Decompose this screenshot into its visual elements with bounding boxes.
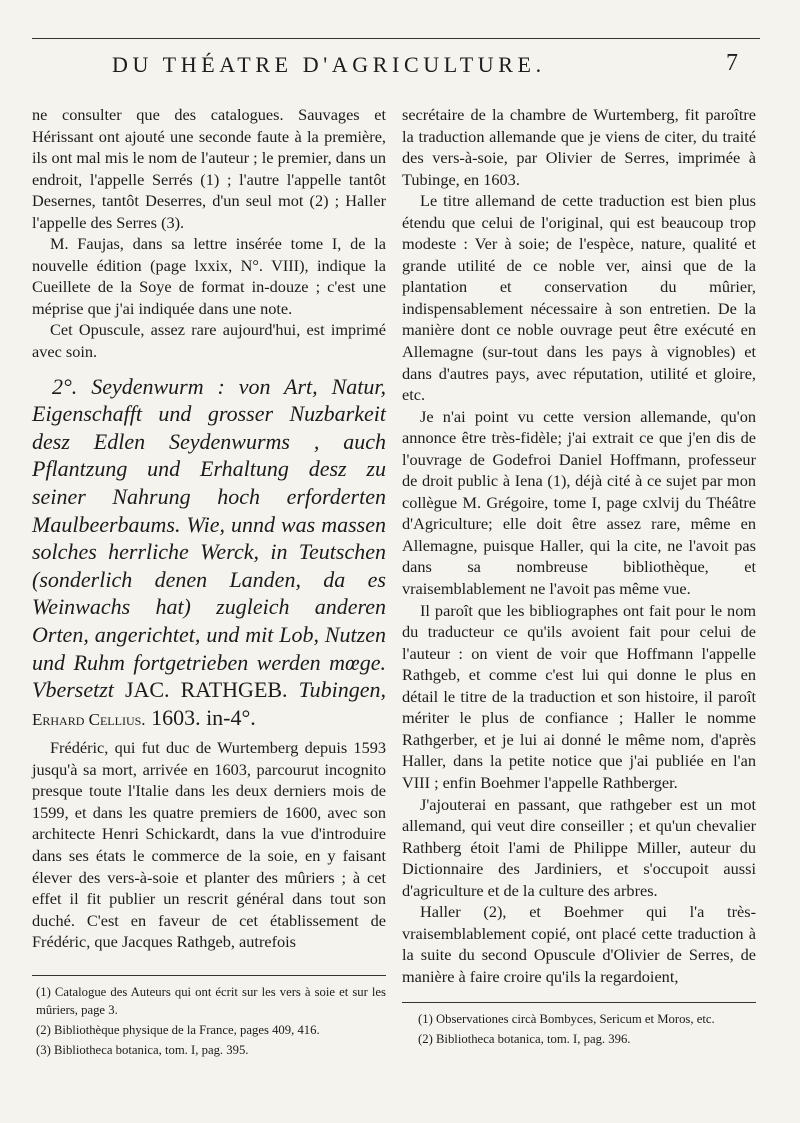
entry-year: 1603. (151, 704, 201, 730)
right-paragraph-4: Il paroît que les bibliographes ont fait pour le nom du traducteur ce qu'ils avoient fait pour celui de l'auteur : on vient de voir que Hoffmann l'appelle Rathgeb, et comme c'est lui qui donne le plus en détail le titre de la traduction et son histoire, il paroît mériter le plus de confiance ; Haller le nomme Rathgerber, et je lui ai donné le même nom, d'après Haller, dans la petite notice que j'ai publiée en l'an VIII ; enfin Boehmer l'appelle Rathberger. (402, 600, 756, 792)
footnote-right-2: (2) Bibliotheca botanica, tom. I, pag. 396. (418, 1032, 631, 1046)
right-paragraph-3: Je n'ai point vu cette version allemande, qu'on annonce être très-fidèle; j'ai extrait ce que j'en dis de l'ouvrage de Godefroi Daniel Hoffmann, professeur de droit public à Iena (1), déjà cité à ce sujet par mon collègue M. Grégoire, tome I, page cxlvij du Théâtre d'Agriculture; elle doit être assez rare, même en Allemagne, puisque Haller, qui la cite, ne l'avoit pas dans sa nombreuse bibliothèque, et vraisemblablement ne l'avoit pas même vue. (402, 406, 756, 599)
right-paragraph-6: Haller (2), et Boehmer qui l'a très-vraisemblablement copié, ont placé cette traduction à la suite du second Opuscule d'Olivier de Serres, de manière à faire croire qu'ils la regardoient, (402, 902, 756, 986)
footnotes-right (418, 1010, 756, 1050)
bibliographic-entry (32, 373, 386, 734)
entry-format: in-4°. (206, 704, 256, 730)
footnote-left-2: (2) Bibliothèque physique de la France, pages 409, 416. (36, 1023, 320, 1037)
right-paragraph-2: Le titre allemand de cette traduction est bien plus étendu que celui de l'original, qui est beaucoup trop modeste : Ver à soie; de l'espèce, nature, qualité et grande utilité de ce noble ver, ainsi que de la plantation et conservation du mûrier, indispensablement nécessaire à son entretien. De la manière dont ce noble ouvrage peut être exécuté en Allemagne (sur-tout dans les pays à vignobles) et dans d'autres pays, avec réputation, utilité et gloire, etc. (402, 191, 756, 405)
footnote-left-3: (3) Bibliotheca botanica, tom. I, pag. 395. (36, 1043, 249, 1057)
left-paragraph-4: Frédéric, qui fut duc de Wurtemberg depuis 1593 jusqu'à sa mort, arrivée en 1603, parcourut incognito presque toute l'Italie dans les deux derniers mois de 1599, et dans les quatre premiers de 1600, avec son architecte Henri Schickardt, dans la vue d'introduire dans ses états le commerce de la soie, en y faisant élever des vers-à-soie et planter des mûriers ; à cet effet il fit publier un rescrit général dans tout son duché. C'est en faveur de cet établissement de Frédéric, que Jacques Rathgeb, autrefois (32, 738, 386, 952)
left-paragraph-3: Cet Opuscule, assez rare aujourd'hui, est imprimé avec soin. (32, 320, 386, 362)
footnote-rule-left (32, 975, 386, 976)
entry-place: Tubingen, (298, 677, 387, 703)
running-title: DU THÉATRE D'AGRICULTURE. (112, 52, 546, 77)
right-column (402, 104, 756, 987)
footnotes-left (36, 983, 386, 1061)
entry-printer: Erhard Cellius. (32, 709, 146, 729)
entry-title: 2°. Seydenwurm : von Art, Natur, Eigenschafft und grosser Nuzbarkeit desz Edlen Seydenwurms , auch Pflantzung und Erhaltung desz zu seiner Nahrung hoch erforderten Maulbeerbaums. Wie, unnd was massen solches herrliche Werck, in Teutschen (sonderlich denen Landen, da es Weinwachs hat) zugleich anderen Orten, angerichtet, und mit Lob, Nutzen und Ruhm fortgetrieben werden mœge. Vbersetzt (32, 373, 386, 703)
right-paragraph-5: J'ajouterai en passant, que rathgeber est un mot allemand, qui veut dire conseiller ; et qu'un chevalier Rathberg étoit l'ami de Philippe Miller, auteur du Dictionnaire des Jardiniers, et s'occupoit aussi d'agriculture et de la culture des arbres. (402, 794, 756, 900)
left-paragraph-2: M. Faujas, dans sa lettre insérée tome I, de la nouvelle édition (page lxxix, N°. VIII), indique la Cueillete de la Soye de format in-douze ; c'est une méprise que j'ai indiquée dans une note. (32, 234, 386, 318)
footnote-left-1: (1) Catalogue des Auteurs qui ont écrit sur les vers à soie et sur les mûriers, page 3. (36, 985, 386, 1017)
left-column (32, 104, 386, 953)
footnote-right-1: (1) Observationes circà Bombyces, Sericum et Moros, etc. (418, 1012, 715, 1026)
page-number: 7 (726, 50, 738, 76)
left-paragraph-1: ne consulter que des catalogues. Sauvages et Hérissant ont ajouté une seconde faute à la première, ils ont mal mis le nom de l'auteur ; le premier, dans un endroit, l'appelle Serrés (1) ; l'autre l'appelle tantôt Desernes, tantôt Deserres, d'un seul mot (2) ; Haller l'appelle des Serres (3). (32, 105, 386, 232)
header-rule (32, 38, 760, 39)
footnote-rule-right (402, 1002, 756, 1003)
right-paragraph-1: secrétaire de la chambre de Wurtemberg, fit paroître la traduction allemande que je viens de citer, du traité des vers-à-soie, par Olivier de Serres, imprimée à Tubinge, en 1603. (402, 105, 756, 189)
entry-translator: JAC. RATHGEB. (124, 677, 288, 703)
